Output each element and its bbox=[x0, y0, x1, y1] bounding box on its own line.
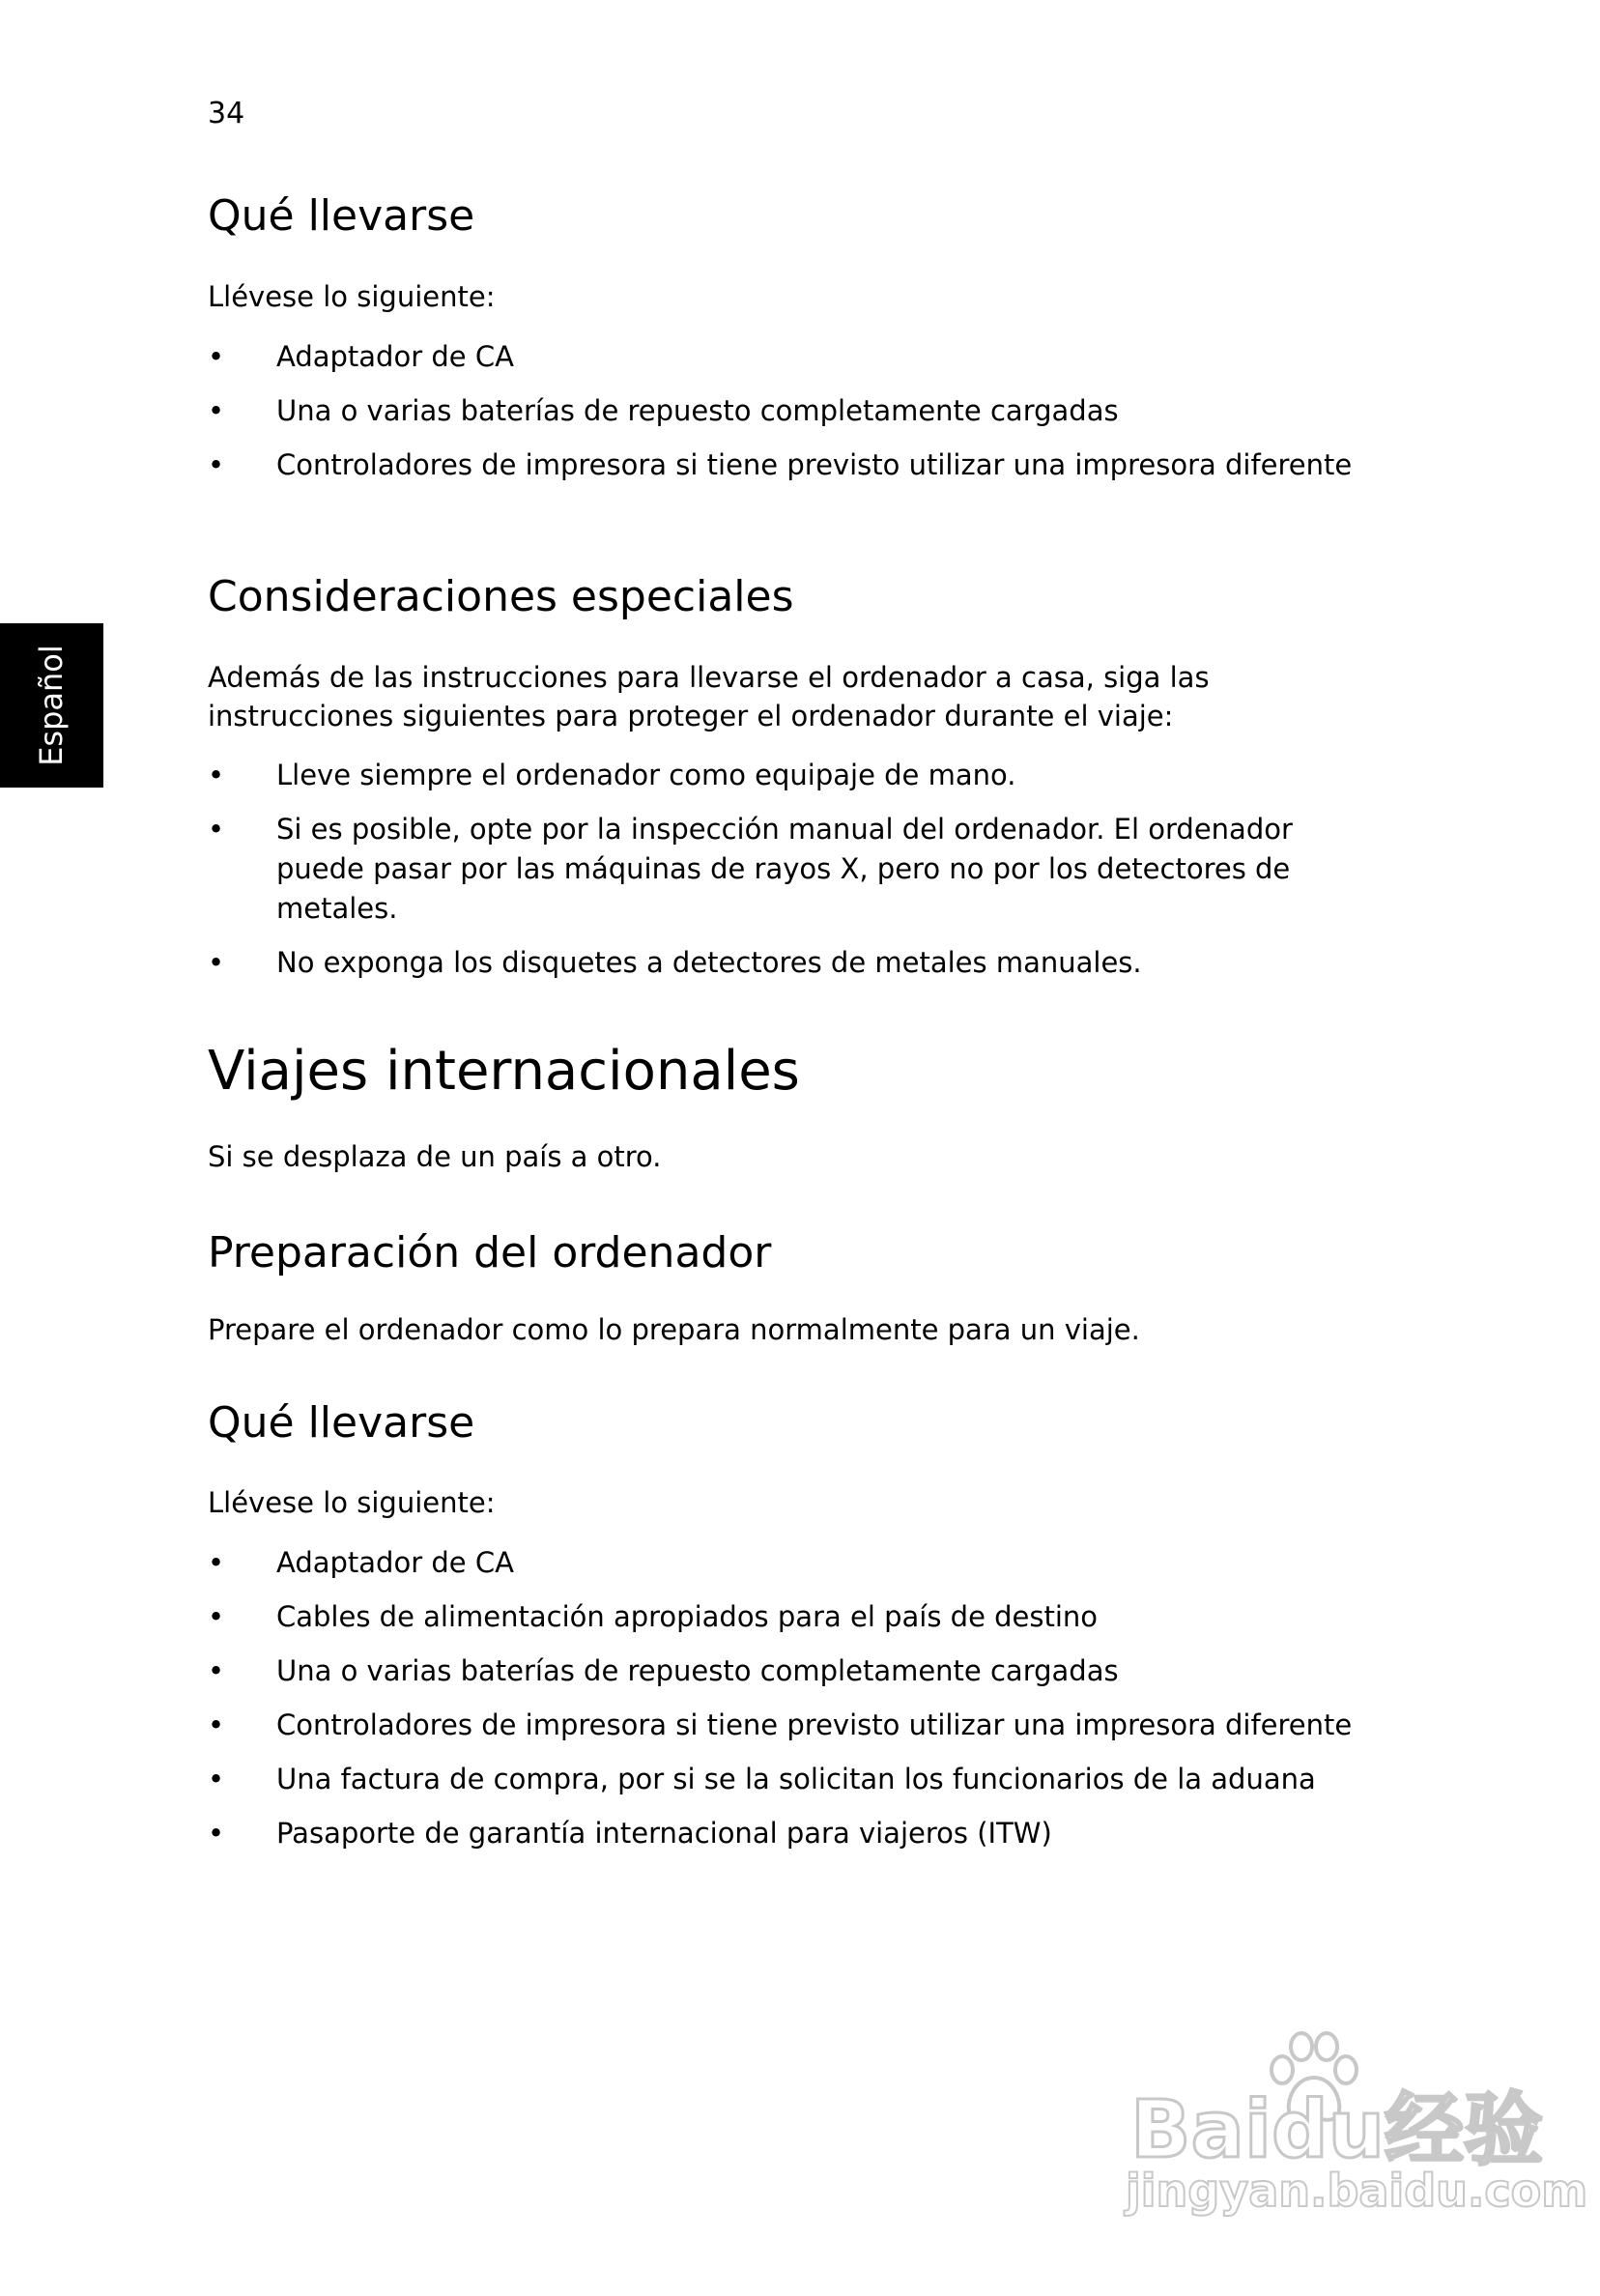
list-item bbox=[208, 1651, 1377, 1691]
intro-llevese-2: Llévese lo siguiente: bbox=[208, 1486, 496, 1519]
list-item-text: Cables de alimentación apropiados para el país de destino bbox=[276, 1600, 1099, 1633]
list-item bbox=[208, 1543, 1377, 1583]
heading-que-llevarse-2: Qué llevarse bbox=[208, 1398, 475, 1448]
bullet-glyph: • bbox=[208, 946, 225, 979]
bullet-glyph: • bbox=[208, 1817, 225, 1850]
list-item-text: Una o varias baterías de repuesto completamente cargadas bbox=[276, 1654, 1119, 1687]
list-item bbox=[208, 391, 1377, 431]
intro-preparacion: Prepare el ordenador como lo prepara normalmente para un viaje. bbox=[208, 1313, 1140, 1346]
list-item bbox=[208, 756, 1377, 795]
bullet-glyph: • bbox=[208, 1546, 225, 1579]
bullet-glyph: • bbox=[208, 1654, 225, 1687]
bullet-glyph: • bbox=[208, 813, 225, 846]
section-heading-viajes bbox=[208, 1040, 1377, 1104]
section-heading-que-llevarse-2 bbox=[208, 1398, 1377, 1449]
bullet-glyph: • bbox=[208, 1763, 225, 1795]
list-item-text: Controladores de impresora si tiene previsto utilizar una impresora diferente bbox=[276, 448, 1353, 481]
section-heading-preparacion bbox=[208, 1228, 1377, 1278]
bullet-list-consideraciones bbox=[208, 756, 1377, 997]
intro-consideraciones: Además de las instrucciones para llevarse el ordenador a casa, siga las instrucciones siguientes para proteger el ordenador durante el viaje: bbox=[208, 661, 1210, 732]
list-item bbox=[208, 445, 1377, 485]
language-side-tab bbox=[0, 623, 103, 788]
list-item-text: Adaptador de CA bbox=[276, 1546, 514, 1579]
heading-consideraciones-especiales: Consideraciones especiales bbox=[208, 572, 794, 621]
watermark-logo-text: Baidu经验 bbox=[1130, 2084, 1544, 2176]
list-item bbox=[208, 1814, 1377, 1853]
bullet-list-que-llevarse-2 bbox=[208, 1543, 1377, 1868]
watermark-url-text: jingyan.baidu.com bbox=[1126, 2165, 1588, 2217]
list-item-text: No exponga los disquetes a detectores de metales manuales. bbox=[276, 946, 1142, 979]
heading-que-llevarse-1: Qué llevarse bbox=[208, 191, 475, 241]
section-heading-que-llevarse-1 bbox=[208, 191, 1377, 242]
list-item-text: Si es posible, opte por la inspección manual del ordenador. El ordenador puede pasar por las máquinas de rayos X, pero no por los detectores de metales. bbox=[276, 813, 1293, 925]
list-item bbox=[208, 1760, 1377, 1799]
bullet-glyph: • bbox=[208, 394, 225, 427]
language-side-tab-label: Español bbox=[33, 645, 70, 766]
heading-viajes-internacionales: Viajes internacionales bbox=[208, 1040, 800, 1103]
list-item-text: Pasaporte de garantía internacional para viajeros (ITW) bbox=[276, 1817, 1052, 1850]
list-item-text: Adaptador de CA bbox=[276, 340, 514, 373]
heading-preparacion-ordenador: Preparación del ordenador bbox=[208, 1228, 772, 1277]
baidu-watermark bbox=[1121, 2029, 1588, 2223]
list-item-text: Una o varias baterías de repuesto completamente cargadas bbox=[276, 394, 1119, 427]
list-item bbox=[208, 810, 1377, 929]
list-item bbox=[208, 337, 1377, 377]
bullet-list-que-llevarse-1 bbox=[208, 337, 1377, 500]
bullet-glyph: • bbox=[208, 448, 225, 481]
bullet-glyph: • bbox=[208, 1600, 225, 1633]
bullet-glyph: • bbox=[208, 1708, 225, 1741]
bullet-glyph: • bbox=[208, 759, 225, 791]
intro-viajes: Si se desplaza de un país a otro. bbox=[208, 1140, 662, 1173]
list-item bbox=[208, 1597, 1377, 1637]
page-number: 34 bbox=[208, 97, 245, 130]
section-heading-consideraciones bbox=[208, 572, 1377, 622]
intro-llevese-1: Llévese lo siguiente: bbox=[208, 280, 496, 313]
list-item-text: Lleve siempre el ordenador como equipaje de mano. bbox=[276, 759, 1016, 791]
list-item bbox=[208, 943, 1377, 983]
bullet-glyph: • bbox=[208, 340, 225, 373]
list-item-text: Controladores de impresora si tiene previsto utilizar una impresora diferente bbox=[276, 1708, 1353, 1741]
list-item bbox=[208, 1706, 1377, 1745]
list-item-text: Una factura de compra, por si se la solicitan los funcionarios de la aduana bbox=[276, 1763, 1316, 1795]
